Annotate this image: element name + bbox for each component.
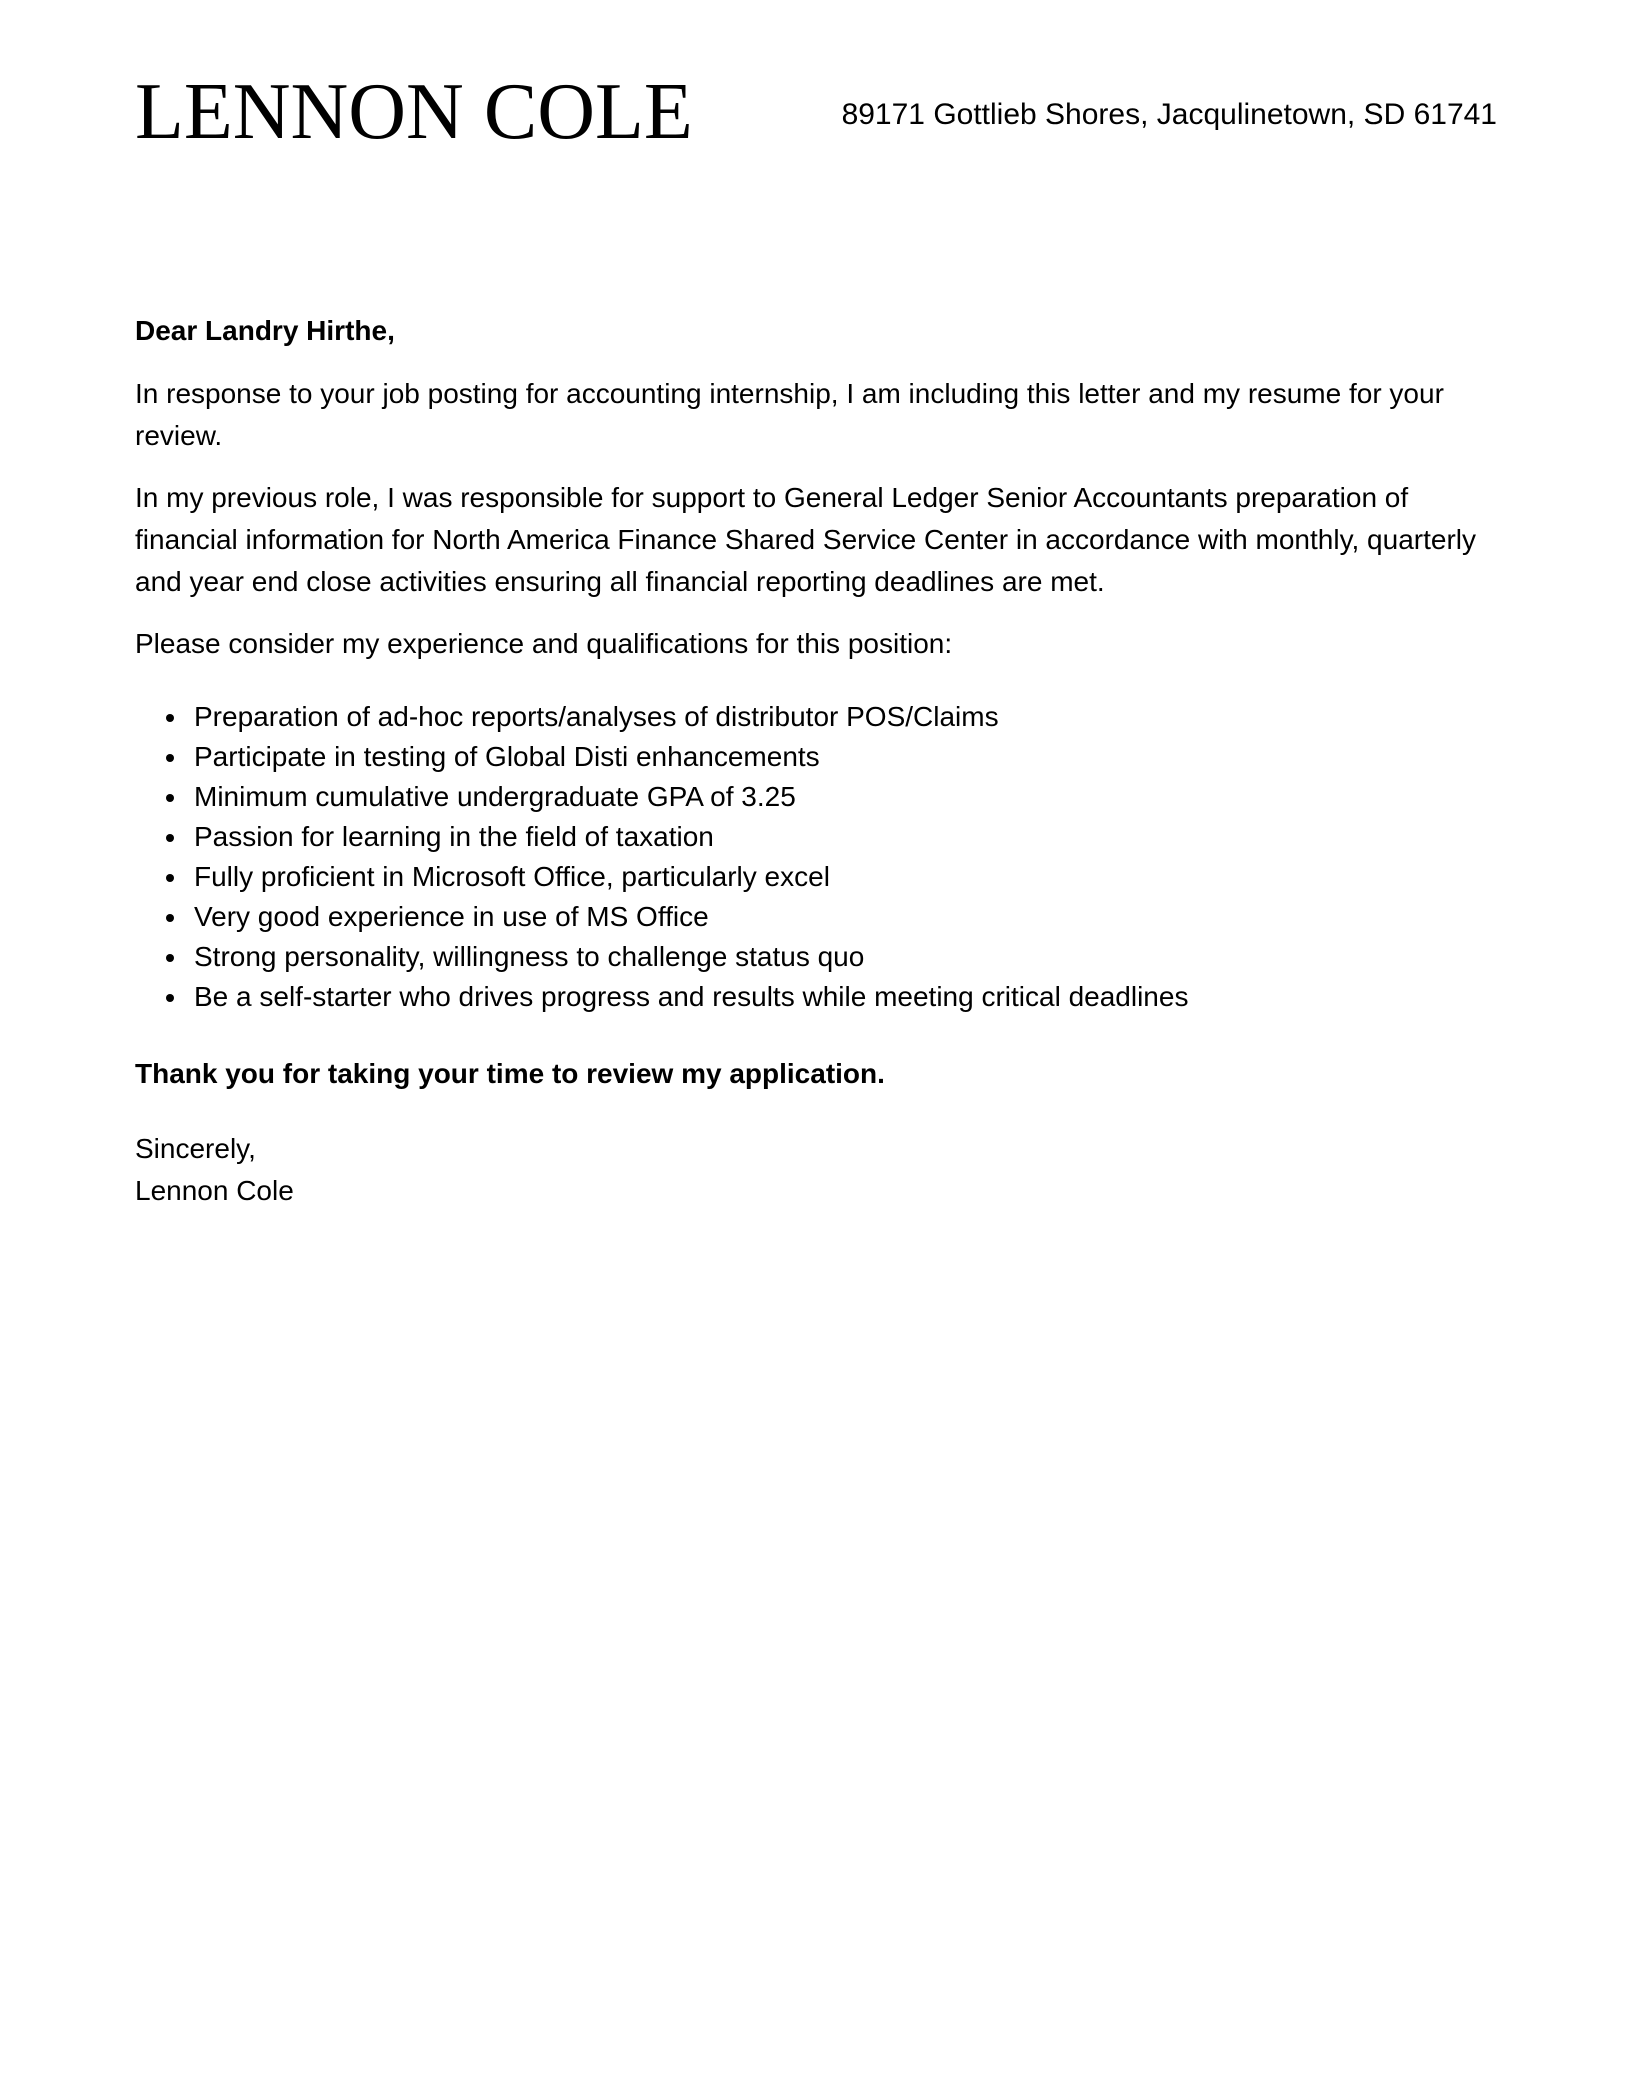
letter-body xyxy=(135,310,1497,1212)
greeting-line: Dear Landry Hirthe, xyxy=(135,315,395,346)
list-item: • Very good experience in use of MS Office xyxy=(189,897,1497,937)
letter-paragraph-qualifications-lead: Please consider my experience and qualifications for this position: xyxy=(135,628,953,659)
list-item: • Strong personality, willingness to challenge status quo xyxy=(189,937,1497,977)
sender-address: 89171 Gottlieb Shores, Jacqulinetown, SD 61741 xyxy=(841,98,1497,131)
signature-name: Lennon Cole xyxy=(135,1175,294,1206)
list-item: • Participate in testing of Global Disti enhancements xyxy=(189,737,1497,777)
closing-block xyxy=(135,1128,1497,1212)
letter-header xyxy=(135,68,1497,156)
list-item: • Fully proficient in Microsoft Office, particularly excel xyxy=(189,857,1497,897)
sender-name-heading: LENNON COLE xyxy=(135,68,693,156)
letter-paragraph-intro: In response to your job posting for accounting internship, I am including this letter and my resume for your review. xyxy=(135,378,1444,451)
qualifications-list xyxy=(135,697,1497,1017)
closing-salutation: Sincerely, xyxy=(135,1133,256,1164)
letter-paragraph-experience: In my previous role, I was responsible for support to General Ledger Senior Accountants preparation of financial information for North America Finance Shared Service Center in accordance with monthly, quarterly and year end close activities ensuring all financial reporting deadlines are met. xyxy=(135,482,1476,597)
list-item: • Preparation of ad-hoc reports/analyses of distributor POS/Claims xyxy=(189,697,1497,737)
list-item: • Passion for learning in the field of taxation xyxy=(189,817,1497,857)
list-item: • Minimum cumulative undergraduate GPA of 3.25 xyxy=(189,777,1497,817)
thank-you-line: Thank you for taking your time to review my application. xyxy=(135,1058,885,1089)
list-item: • Be a self-starter who drives progress and results while meeting critical deadlines xyxy=(189,977,1497,1017)
